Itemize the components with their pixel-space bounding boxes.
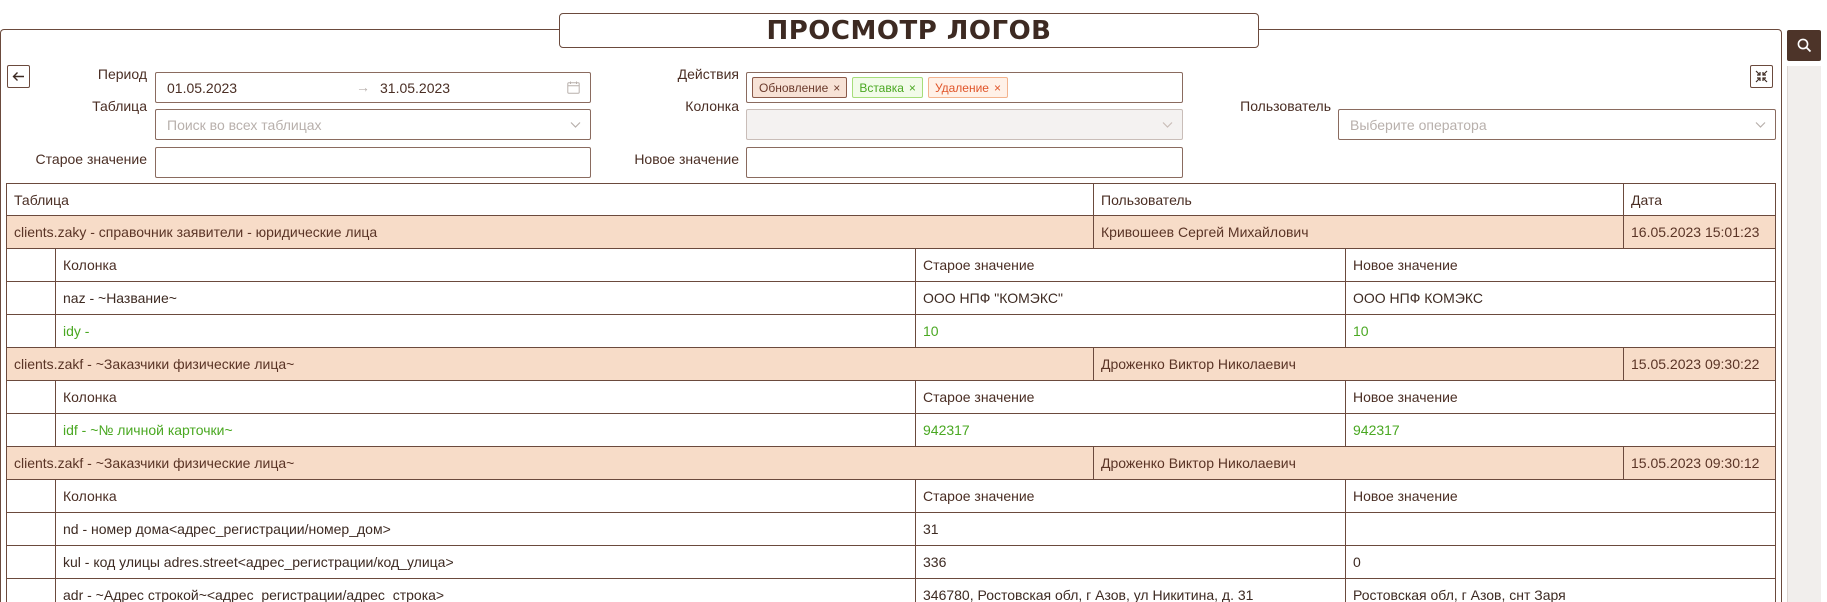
column-label: Колонка [685, 98, 739, 114]
user-select[interactable] [1338, 109, 1776, 140]
sub-header-new: Новое значение [1353, 488, 1458, 504]
sub-header-column: Колонка [56, 381, 916, 413]
sub-header-column: Колонка [56, 249, 916, 281]
log-group-row[interactable] [7, 447, 1775, 480]
log-table [6, 183, 1776, 602]
change-row[interactable] [7, 513, 1775, 546]
change-new-value: 942317 [1353, 422, 1400, 438]
group-table: clients.zakf - ~Заказчики физические лица~ [7, 348, 1094, 380]
side-panel-strip [1787, 66, 1821, 602]
change-new-value: 0 [1353, 554, 1361, 570]
sub-header-column: Колонка [56, 480, 916, 512]
sub-header-old: Старое значение [916, 480, 1346, 512]
change-old-value: 10 [916, 315, 1346, 347]
change-old-value: 942317 [916, 414, 1346, 446]
action-tag-label: Удаление [934, 80, 989, 95]
change-row[interactable] [7, 579, 1775, 602]
change-column: idy - [56, 315, 916, 347]
group-user: Дроженко Виктор Николаевич [1094, 447, 1624, 479]
table-placeholder: Поиск во всех таблицах [167, 116, 322, 133]
change-column: naz - ~Название~ [56, 282, 916, 314]
new-value-input[interactable] [746, 147, 1183, 178]
group-date: 16.05.2023 15:01:23 [1631, 224, 1760, 240]
group-table: clients.zakf - ~Заказчики физические лица~ [7, 447, 1094, 479]
change-new-value: 10 [1353, 323, 1369, 339]
table-select[interactable] [155, 109, 591, 140]
period-label: Период [97, 66, 147, 82]
header-table[interactable]: Таблица [7, 184, 1094, 215]
chevron-down-icon [1755, 119, 1766, 130]
action-tag-label: Вставка [859, 80, 904, 95]
change-old-value: ООО НПФ "КОМЭКС" [916, 282, 1346, 314]
change-row[interactable] [7, 282, 1775, 315]
chevron-down-icon [570, 119, 581, 130]
changes-header [7, 480, 1775, 513]
changes-header [7, 249, 1775, 282]
search-icon [1797, 38, 1812, 53]
actions-label: Действия [677, 66, 739, 82]
chevron-down-icon [1162, 119, 1173, 130]
changes-header [7, 381, 1775, 414]
period-arrow: → [356, 79, 370, 95]
change-old-value: 336 [916, 546, 1346, 578]
sub-header-old: Старое значение [916, 381, 1346, 413]
new-value-label: Новое значение [634, 151, 739, 167]
sub-header-new: Новое значение [1353, 257, 1458, 273]
action-tag-label: Обновление [759, 80, 829, 95]
group-date: 15.05.2023 09:30:12 [1631, 455, 1760, 471]
change-row[interactable] [7, 315, 1775, 348]
sub-header-new: Новое значение [1353, 389, 1458, 405]
change-new-value: Ростовская обл, г Азов, снт Заря [1353, 587, 1566, 602]
search-button[interactable] [1787, 30, 1821, 61]
table-label: Таблица [92, 98, 147, 114]
change-new-value: ООО НПФ КОМЭКС [1353, 290, 1483, 306]
change-column: nd - номер дома<адрес_регистрации/номер_дом> [56, 513, 916, 545]
action-tag-insert [852, 77, 923, 98]
change-row[interactable] [7, 414, 1775, 447]
change-column: idf - ~№ личной карточки~ [56, 414, 916, 446]
old-value-input[interactable] [155, 147, 591, 178]
period-to-value[interactable]: 31.05.2023 [380, 80, 451, 96]
action-tag-update [752, 77, 847, 98]
user-label: Пользователь [1240, 98, 1331, 114]
action-tag-delete [928, 77, 1008, 98]
change-old-value: 346780, Ростовская обл, г Азов, ул Никитина, д. 31 [916, 579, 1346, 602]
table-header [7, 183, 1775, 216]
sub-header-old: Старое значение [916, 249, 1346, 281]
page-title-box [559, 13, 1259, 48]
header-date[interactable]: Дата [1631, 191, 1663, 208]
actions-select[interactable] [746, 72, 1183, 103]
close-icon[interactable]: × [993, 80, 1001, 95]
change-new-value [1346, 513, 1775, 545]
period-range-picker[interactable] [155, 72, 591, 103]
user-placeholder: Выберите оператора [1350, 116, 1487, 133]
log-group-row[interactable] [7, 348, 1775, 381]
group-user: Кривошеев Сергей Михайлович [1094, 216, 1624, 248]
group-user: Дроженко Виктор Николаевич [1094, 348, 1624, 380]
change-row[interactable] [7, 546, 1775, 579]
change-column: kul - код улицы adres.street<адрес_регистрации/код_улица> [56, 546, 916, 578]
group-table: clients.zaky - справочник заявители - юридические лица [7, 216, 1094, 248]
header-user[interactable]: Пользователь [1094, 184, 1624, 215]
collapse-icon [1755, 70, 1768, 83]
page-title: ПРОСМОТР ЛОГОВ [766, 15, 1052, 46]
log-group-row[interactable] [7, 216, 1775, 249]
change-old-value: 31 [916, 513, 1346, 545]
period-from-value[interactable]: 01.05.2023 [167, 80, 238, 96]
group-date: 15.05.2023 09:30:22 [1631, 356, 1760, 372]
change-column: adr - ~Адрес строкой~<адрес_регистрации/адрес_строка> [56, 579, 916, 602]
close-icon[interactable]: × [833, 80, 841, 95]
calendar-icon [567, 81, 580, 94]
old-value-label: Старое значение [35, 151, 147, 167]
collapse-button[interactable] [1750, 65, 1773, 88]
column-select[interactable] [746, 109, 1183, 140]
close-icon[interactable]: × [908, 80, 916, 95]
